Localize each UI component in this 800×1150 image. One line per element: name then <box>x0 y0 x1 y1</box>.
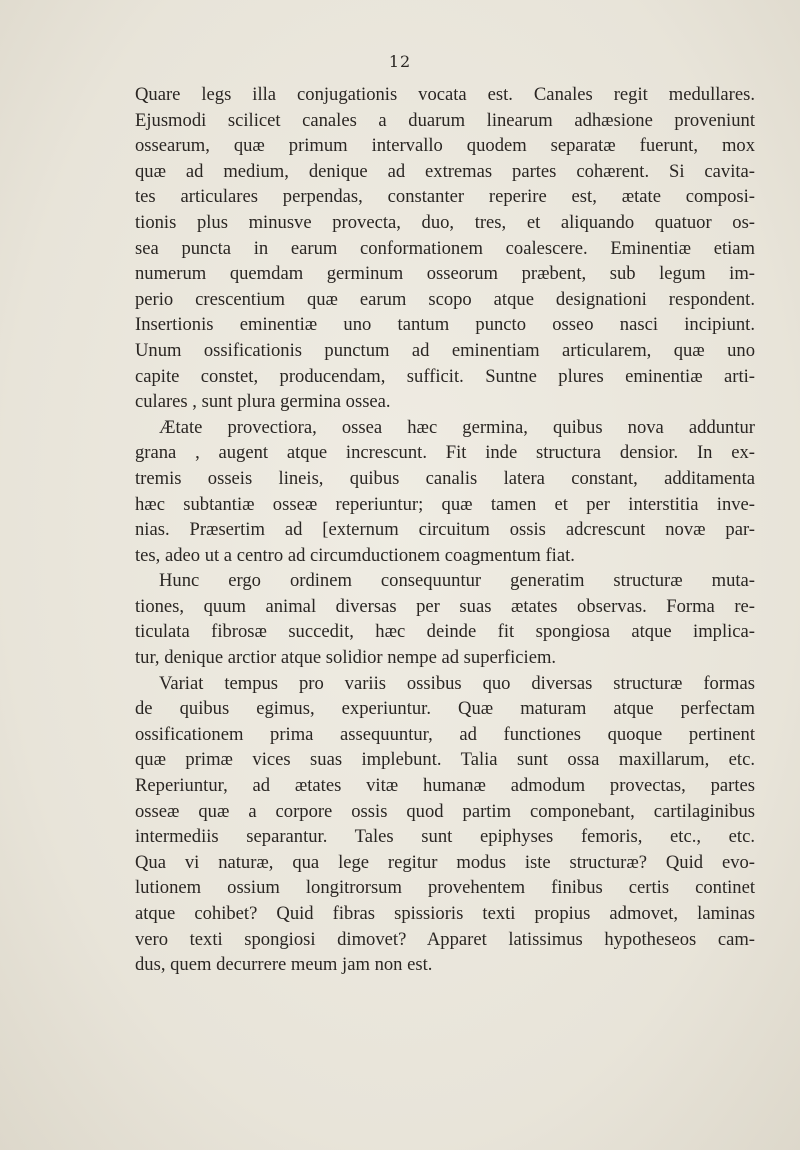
text-line: Unum ossificationis punctum ad eminentiam articularem, quæ uno <box>135 339 755 361</box>
paragraph <box>135 82 755 415</box>
body-text <box>135 82 755 978</box>
text-line: numerum quemdam germinum osseorum præbent, sub legum im- <box>135 263 755 285</box>
text-line: tes, adeo ut a centro ad circumductionem coagmentum fiat. <box>135 544 575 566</box>
text-line: ticulata fibrosæ succedit, hæc deinde fit spongiosa atque implica- <box>135 621 755 643</box>
text-line: tiones, quum animal diversas per suas ætates observas. Forma re- <box>135 595 755 617</box>
paragraph <box>135 415 755 569</box>
text-line: lutionem ossium longitrorsum provehentem finibus certis continet <box>135 877 755 899</box>
text-line: intermediis separantur. Tales sunt epiphyses femoris, etc., etc. <box>135 826 755 848</box>
text-line: sea puncta in earum conformationem coalescere. Eminentiæ etiam <box>135 237 755 259</box>
text-line: atque cohibet? Quid fibras spissioris texti propius admovet, laminas <box>135 903 755 924</box>
text-line: tionis plus minusve provecta, duo, tres, et aliquando quatuor os- <box>135 211 755 233</box>
text-line: quæ primæ vices suas implebunt. Talia sunt ossa maxillarum, etc. <box>135 749 755 771</box>
text-line: de quibus egimus, experiuntur. Quæ maturam atque perfectam <box>135 698 755 720</box>
paragraph <box>135 671 755 978</box>
text-line: Ejusmodi scilicet canales a duarum linearum adhæsione proveniunt <box>135 109 755 131</box>
text-line: tes articulares perpendas, constanter reperire est, ætate composi- <box>135 186 755 208</box>
text-line: dus, quem decurrere meum jam non est. <box>135 954 433 976</box>
text-line: ossificationem prima assequuntur, ad functiones quoque pertinent <box>135 723 755 745</box>
text-line: Hunc ergo ordinem consequuntur generatim structuræ muta- <box>159 570 755 592</box>
text-line: tremis osseis lineis, quibus canalis latera constant, additamenta <box>135 467 755 489</box>
text-line: osseæ quæ a corpore ossis quod partim componebant, cartilaginibus <box>135 800 755 822</box>
text-line: Ætate provectiora, ossea hæc germina, quibus nova adduntur <box>159 416 755 438</box>
text-line: culares , sunt plura germina ossea. <box>135 391 391 413</box>
text-line: hæc subtantiæ osseæ reperiuntur; quæ tamen et per interstitia inve- <box>135 493 755 515</box>
text-line: nias. Præsertim ad [externum circuitum ossis adcrescunt novæ par- <box>135 519 755 541</box>
paragraph <box>135 568 755 670</box>
text-line: Quare legs illa conjugationis vocata est. Canales regit medullares. <box>135 84 755 105</box>
text-line: capite constet, producendam, sufficit. Suntne plures eminentiæ arti- <box>135 365 755 387</box>
text-line: Qua vi naturæ, qua lege regitur modus iste structuræ? Quid evo- <box>135 851 755 873</box>
page-number: 12 <box>388 52 412 71</box>
text-line: Insertionis eminentiæ uno tantum puncto osseo nasci incipiunt. <box>135 314 755 336</box>
text-line: Reperiuntur, ad ætates vitæ humanæ admodum provectas, partes <box>135 775 755 797</box>
text-line: quæ ad medium, denique ad extremas partes cohærent. Si cavita- <box>135 160 755 182</box>
text-line: Variat tempus pro variis ossibus quo diversas structuræ formas <box>159 672 755 694</box>
text-line: ossearum, quæ primum intervallo quodem separatæ fuerunt, mox <box>135 135 755 157</box>
text-line: perio crescentium quæ earum scopo atque designationi respondent. <box>135 288 755 310</box>
text-line: tur, denique arctior atque solidior nempe ad superficiem. <box>135 647 557 669</box>
text-line: vero texti spongiosi dimovet? Apparet latissimus hypotheseos cam- <box>135 928 755 950</box>
text-line: grana , augent atque increscunt. Fit inde structura densior. In ex- <box>135 442 755 464</box>
